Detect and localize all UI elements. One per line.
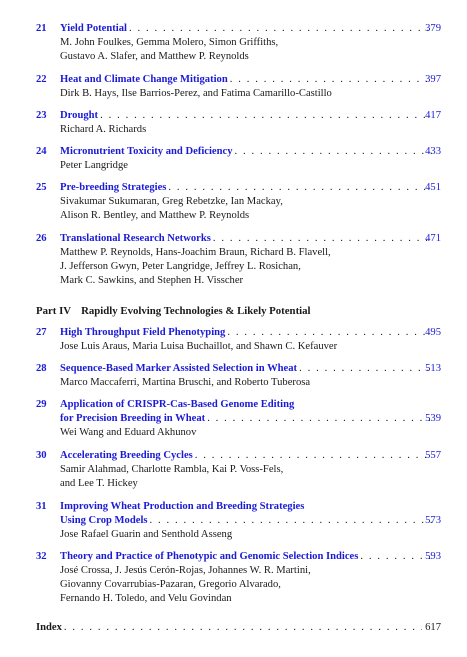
chapter-page-link[interactable]: 513 — [425, 363, 441, 374]
chapter-title-link[interactable]: Micronutrient Toxicity and Deficiency — [60, 146, 233, 157]
chapter-page-link[interactable]: 433 — [425, 146, 441, 157]
chapter-authors: Richard A. Richards — [60, 124, 147, 135]
chapter-number: 22 — [36, 74, 47, 85]
chapter-page-link[interactable]: 495 — [425, 327, 441, 338]
chapter-number: 24 — [36, 146, 47, 157]
chapter-page-link[interactable]: 417 — [425, 110, 441, 121]
chapter-page-link[interactable]: 557 — [425, 450, 441, 461]
dot-leader — [235, 145, 432, 159]
chapter-authors: Alison R. Bentley, and Matthew P. Reynolds — [60, 210, 250, 221]
dot-leader — [168, 181, 432, 195]
chapter-title-link[interactable]: Improving Wheat Production and Breeding Strategies — [60, 501, 305, 512]
dot-leader — [150, 514, 432, 528]
chapter-authors: Wei Wang and Eduard Akhunov — [60, 427, 197, 438]
chapter-title-link[interactable]: Drought — [60, 110, 99, 121]
chapter-page-link[interactable]: 471 — [425, 233, 441, 244]
chapter-number: 31 — [36, 501, 47, 512]
chapter-number: 28 — [36, 363, 47, 374]
chapter-number: 27 — [36, 327, 47, 338]
chapter-title-link[interactable]: High Throughput Field Phenotyping — [60, 327, 226, 338]
chapter-authors: Marco Maccaferri, Martina Bruschi, and Roberto Tuberosa — [60, 377, 311, 388]
chapter-number: 32 — [36, 551, 47, 562]
chapter-authors: Sivakumar Sukumaran, Greg Rebetzke, Ian Mackay, — [60, 196, 283, 207]
chapter-title-link[interactable]: Yield Potential — [60, 23, 127, 34]
chapter-authors: Giovanny Covarrubias-Pazaran, Gregorio Alvarado, — [60, 579, 281, 590]
chapter-number: 29 — [36, 399, 47, 410]
toc-index-entry[interactable] — [36, 622, 441, 636]
chapter-title-link[interactable]: Sequence-Based Marker Assisted Selection in Wheat — [60, 363, 298, 374]
chapter-page-link[interactable]: 539 — [425, 413, 441, 424]
dot-leader — [195, 449, 432, 463]
chapter-authors: Jose Rafael Guarin and Senthold Asseng — [60, 529, 233, 540]
dot-leader — [100, 109, 432, 123]
index-page[interactable]: 617 — [425, 622, 441, 633]
chapter-authors: and Lee T. Hickey — [60, 478, 138, 489]
chapter-authors: Jose Luis Araus, Maria Luisa Buchaillot, and Shawn C. Kefauver — [60, 341, 338, 352]
chapter-title-link[interactable]: Theory and Practice of Phenotypic and Genomic Selection Indices — [60, 551, 359, 562]
dot-leader — [207, 412, 432, 426]
chapter-title-link[interactable]: Pre-breeding Strategies — [60, 182, 167, 193]
chapter-authors: Dirk B. Hays, Ilse Barrios-Perez, and Fatima Camarillo-Castillo — [60, 88, 332, 99]
chapter-page-link[interactable]: 379 — [425, 23, 441, 34]
dot-leader — [213, 232, 432, 246]
chapter-authors: Fernando H. Toledo, and Velu Govindan — [60, 593, 232, 604]
dot-leader — [129, 22, 432, 36]
chapter-authors: J. Jefferson Gwyn, Peter Langridge, Jeffrey L. Rosichan, — [60, 261, 301, 272]
chapter-authors: Matthew P. Reynolds, Hans-Joachim Braun, Richard B. Flavell, — [60, 247, 331, 258]
chapter-authors: M. John Foulkes, Gemma Molero, Simon Griffiths, — [60, 37, 279, 48]
chapter-number: 30 — [36, 450, 47, 461]
index-label[interactable]: Index — [36, 622, 62, 633]
part-heading — [36, 305, 311, 317]
chapter-number: 25 — [36, 182, 47, 193]
part-label: Part IV — [36, 305, 72, 317]
chapter-title-link[interactable]: Application of CRISPR-Cas-Based Genome Editing — [60, 399, 295, 410]
chapter-authors: Gustavo A. Slafer, and Matthew P. Reynolds — [60, 51, 249, 62]
chapter-title-link[interactable]: Translational Research Networks — [60, 233, 211, 244]
chapter-number: 21 — [36, 23, 47, 34]
chapter-authors: Mark C. Sawkins, and Stephen H. Visscher — [60, 275, 244, 286]
chapter-page-link[interactable]: 593 — [425, 551, 441, 562]
chapter-title-link[interactable]: Heat and Climate Change Mitigation — [60, 74, 228, 85]
chapter-authors: Samir Alahmad, Charlotte Rambla, Kai P. Voss-Fels, — [60, 464, 284, 475]
dot-leader — [230, 73, 432, 87]
dot-leader — [227, 326, 432, 340]
chapter-title-link[interactable]: for Precision Breeding in Wheat — [60, 413, 206, 424]
chapter-title-link[interactable]: Using Crop Models — [60, 515, 148, 526]
chapter-number: 26 — [36, 233, 47, 244]
chapter-title-link[interactable]: Accelerating Breeding Cycles — [60, 450, 193, 461]
chapter-authors: Peter Langridge — [60, 160, 128, 171]
chapter-number: 23 — [36, 110, 47, 121]
chapter-authors: José Crossa, J. Jesús Cerón-Rojas, Johannes W. R. Martini, — [60, 565, 311, 576]
dot-leader — [64, 622, 422, 633]
part-title: Rapidly Evolving Technologies & Likely Potential — [81, 305, 311, 317]
chapter-page-link[interactable]: 397 — [425, 74, 441, 85]
chapter-page-link[interactable]: 451 — [425, 182, 441, 193]
chapter-page-link[interactable]: 573 — [425, 515, 441, 526]
